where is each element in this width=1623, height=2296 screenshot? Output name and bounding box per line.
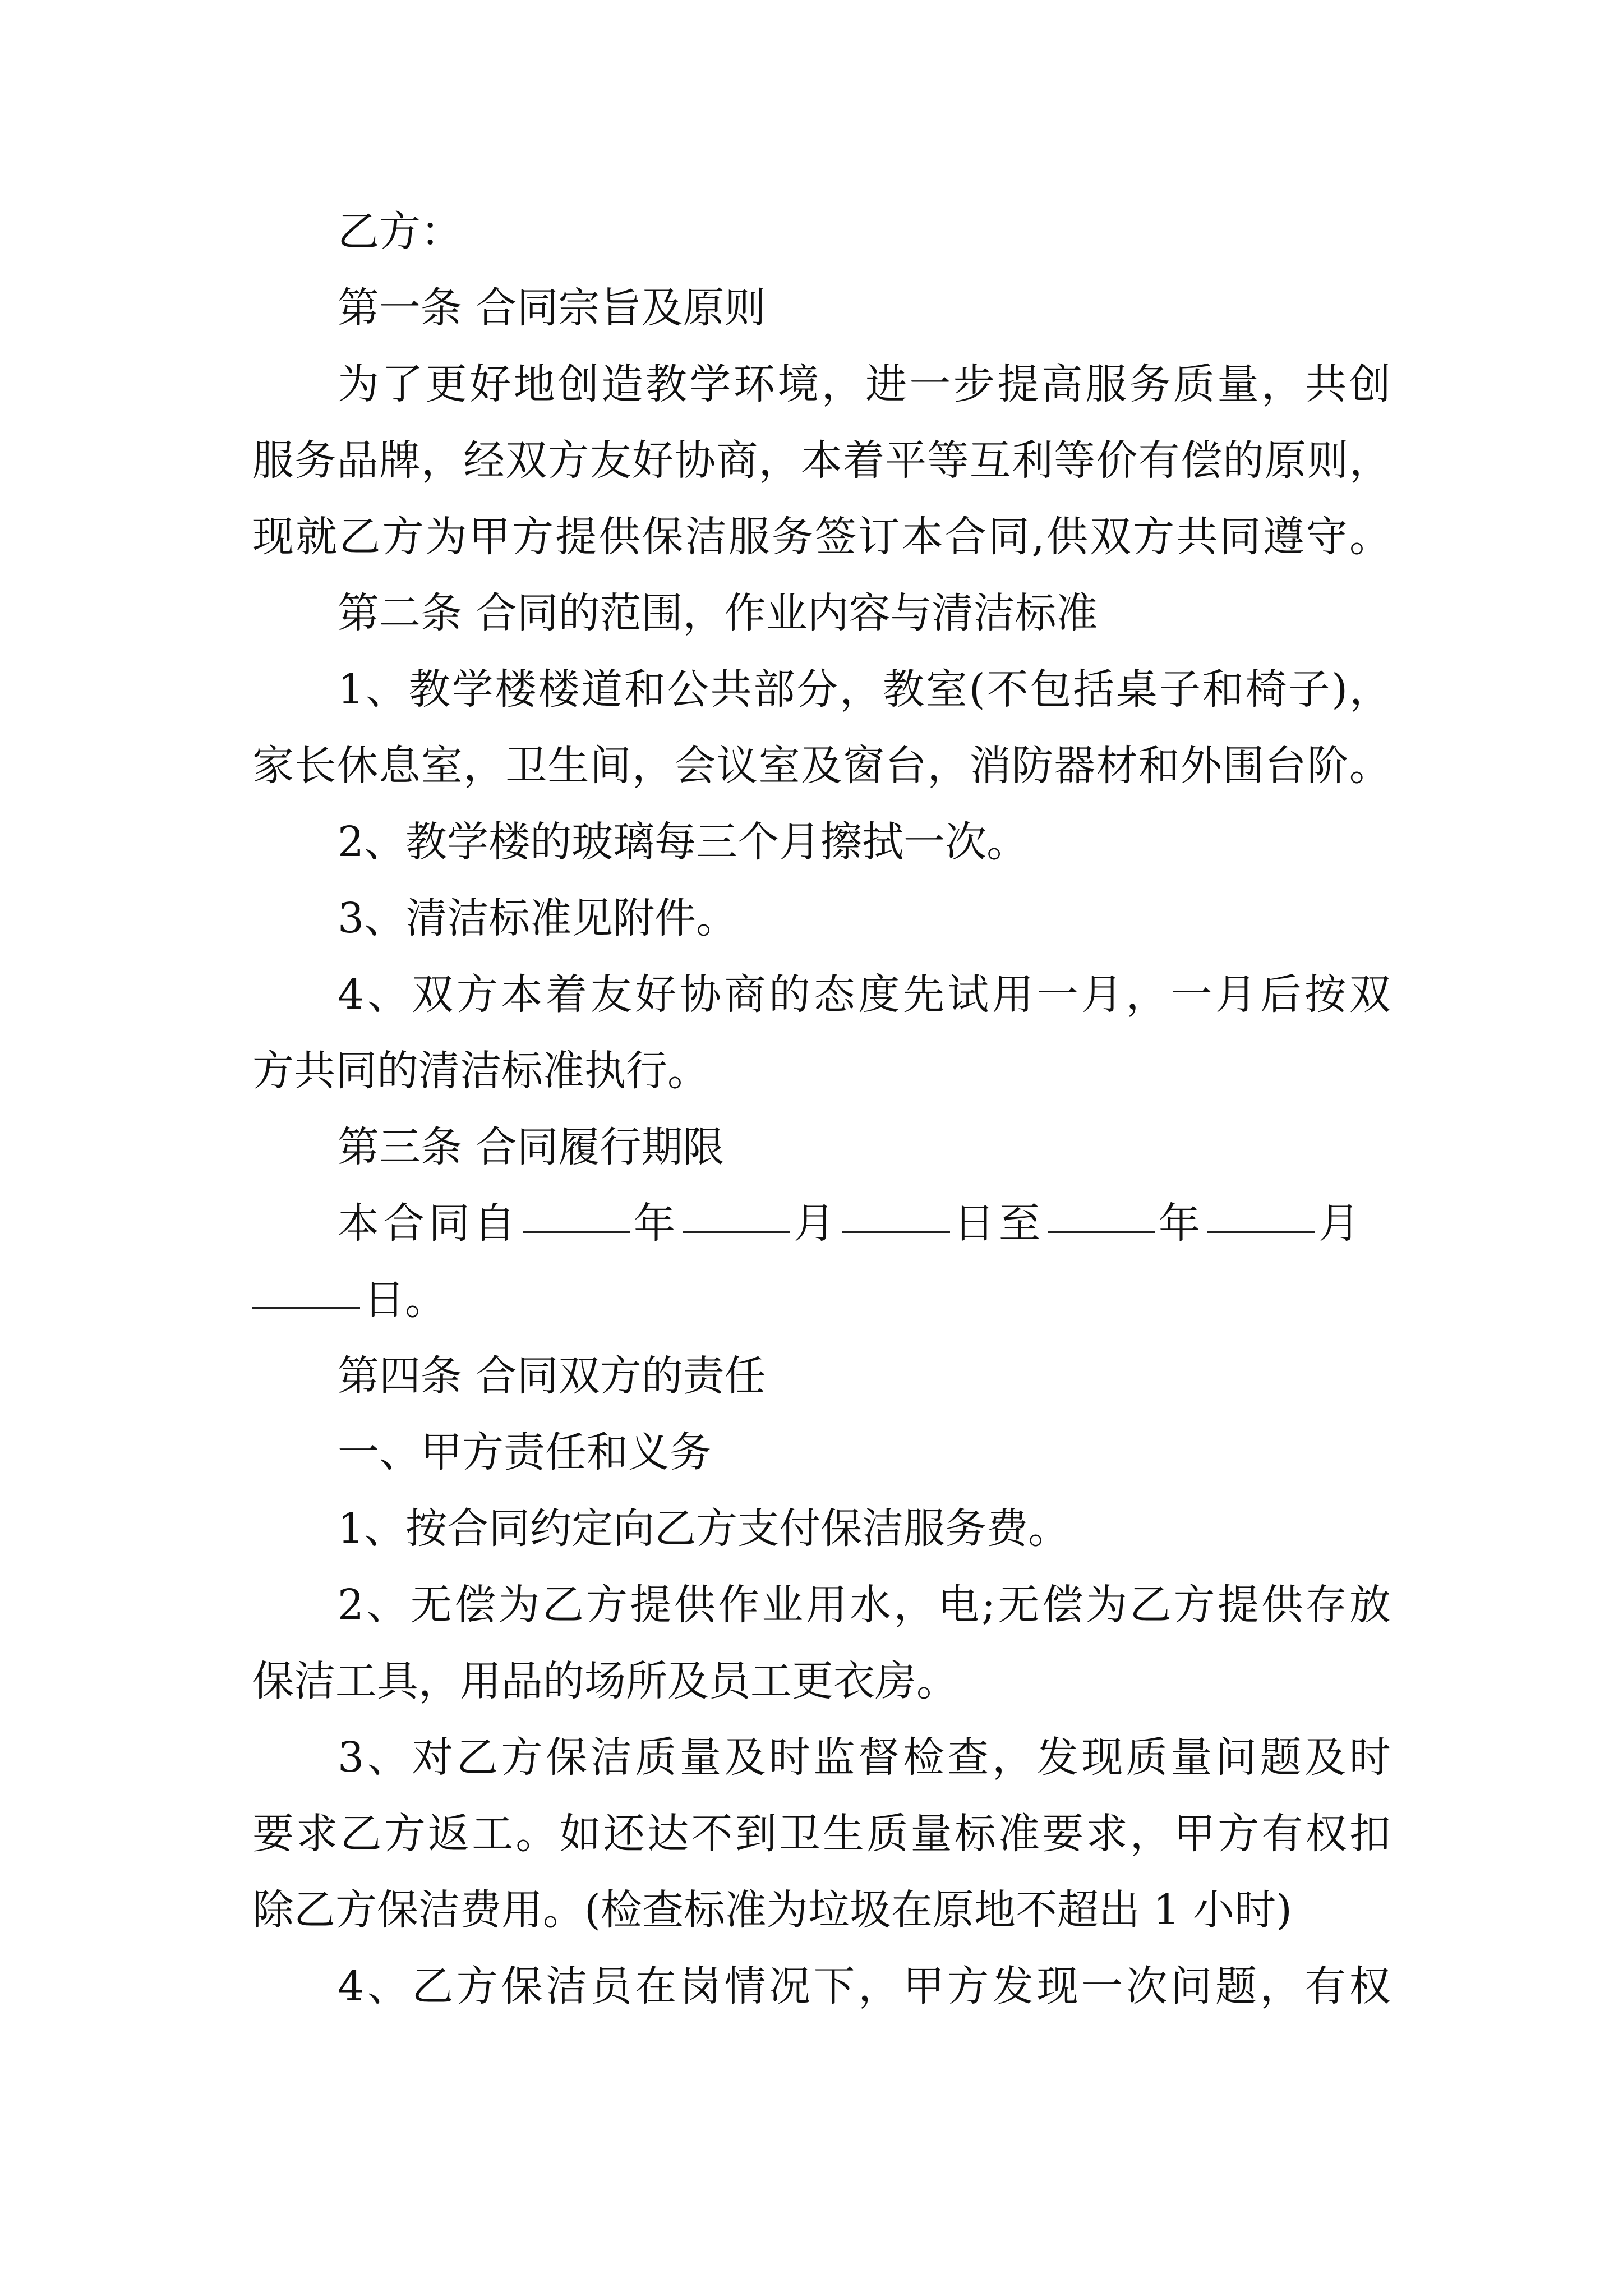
text-char: 月	[1215, 970, 1257, 1019]
text-char: 3	[338, 1733, 365, 1782]
text-char: 阶	[1307, 742, 1349, 790]
text-char: 椅	[1245, 665, 1287, 714]
text-char: 在	[635, 1962, 677, 2010]
text-char: 偿	[1180, 436, 1222, 485]
text-char: 一	[1170, 970, 1212, 1019]
text-char: 洁	[685, 513, 727, 561]
text-char: 提	[555, 513, 597, 561]
text-char: 环	[733, 360, 775, 408]
text-char: ，	[1349, 665, 1391, 714]
text-char: 后	[1260, 970, 1302, 1019]
text-char: 为	[338, 360, 379, 408]
blank-field[interactable]	[1207, 1231, 1315, 1233]
text-char: ，	[758, 436, 800, 485]
text-char: 洁	[546, 1962, 588, 2010]
text-char: 包	[1030, 665, 1072, 714]
text-char: 下	[813, 1962, 855, 2010]
text-char: 乙	[412, 1962, 454, 2010]
text-char: 室	[758, 742, 800, 790]
text-char: 服	[1085, 360, 1127, 408]
text-block-before	[252, 194, 1391, 1185]
text-char: 质	[1126, 1733, 1168, 1782]
text-line	[252, 499, 1391, 575]
text-char: 权	[1349, 1962, 1391, 2010]
text-char: 量	[679, 1733, 721, 1782]
text-char: ，	[992, 1733, 1034, 1782]
term-year-2: 年	[1159, 1199, 1204, 1248]
text-char: 及	[1304, 1733, 1347, 1782]
blank-field[interactable]	[523, 1231, 630, 1233]
text-char: ，	[1261, 360, 1303, 408]
text-char: 协	[674, 436, 716, 485]
text-char: 准	[998, 1810, 1040, 1858]
text-char: 权	[1305, 1810, 1347, 1858]
text-char: 共	[1176, 513, 1218, 561]
text-char: 乙	[340, 1810, 382, 1858]
text-char: 子	[1159, 665, 1201, 714]
text-char: 2	[338, 1581, 365, 1629]
text-line: 第四条 合同双方的责任	[338, 1352, 766, 1400]
text-char: 一	[909, 360, 951, 408]
text-char: (	[969, 665, 985, 714]
text-line: 保洁工具，用品的场所及员工更衣房。	[252, 1657, 958, 1705]
text-char: 更	[425, 360, 467, 408]
text-char: 时	[1349, 1733, 1391, 1782]
text-char: 乙	[339, 513, 381, 561]
text-char: 保	[642, 513, 684, 561]
text-block-after	[252, 1338, 1391, 2024]
text-char: 会	[674, 742, 716, 790]
text-char: 方	[456, 1962, 498, 2010]
text-char: 对	[412, 1733, 454, 1782]
text-char: 方	[947, 1962, 989, 2010]
text-char: 有	[1304, 1962, 1347, 2010]
blank-field[interactable]	[1048, 1231, 1155, 1233]
text-char: 有	[1138, 436, 1180, 485]
text-char: 一	[1081, 1962, 1123, 2010]
text-line: 第三条 合同履行期限	[338, 1123, 725, 1171]
text-char: 好	[631, 436, 674, 485]
text-char: 供	[1046, 513, 1088, 561]
text-char: ;	[981, 1581, 995, 1629]
text-char: 好	[469, 360, 511, 408]
text-char: 器	[1054, 742, 1096, 790]
text-char: 现	[1036, 1962, 1078, 2010]
text-char: 方	[456, 970, 498, 1019]
term-year-1: 年	[634, 1199, 679, 1248]
text-char: 合	[944, 513, 986, 561]
text-char: 方	[586, 1581, 628, 1629]
text-char: 的	[769, 970, 811, 1019]
text-char: )	[1331, 665, 1348, 714]
text-char: 度	[858, 970, 900, 1019]
text-char: 。	[515, 1810, 557, 1858]
text-char: 、	[367, 1962, 409, 2010]
text-char: ，	[858, 1962, 900, 2010]
text-char: 。	[1349, 513, 1391, 561]
text-char: 双	[412, 970, 454, 1019]
text-char: 室	[925, 665, 967, 714]
text-char: 、	[367, 970, 409, 1019]
text-char: 供	[674, 1581, 716, 1629]
text-char: 和	[624, 665, 666, 714]
text-char: 教	[408, 665, 450, 714]
text-char: 订	[858, 513, 900, 561]
text-char: 态	[813, 970, 855, 1019]
text-char: 同	[988, 513, 1030, 561]
text-char: 外	[1180, 742, 1222, 790]
text-line	[252, 651, 1391, 728]
text-char: 洁	[590, 1733, 632, 1782]
text-char: 乙	[1129, 1581, 1172, 1629]
term-day-to: 日至	[953, 1199, 1044, 1248]
text-char: 方	[512, 513, 554, 561]
text-char: 无	[998, 1581, 1040, 1629]
text-char: 监	[813, 1733, 855, 1782]
text-char: 道	[581, 665, 623, 714]
text-char: 平	[885, 436, 927, 485]
text-char: 教	[883, 665, 925, 714]
text-char: 地	[513, 360, 555, 408]
text-char: 家	[252, 742, 294, 790]
text-char: 着	[546, 970, 588, 1019]
text-char: 质	[866, 1810, 909, 1858]
text-char: 生	[823, 1810, 865, 1858]
text-char: 原	[1265, 436, 1307, 485]
text-char: 标	[954, 1810, 996, 1858]
text-char: 室	[421, 742, 463, 790]
text-line	[252, 956, 1391, 1033]
text-char: ，	[421, 436, 463, 485]
text-char: 等	[1054, 436, 1096, 485]
text-char: 则	[1307, 436, 1349, 485]
text-char: 本	[800, 436, 842, 485]
text-char: 及	[724, 1733, 766, 1782]
text-line: 3、清洁标准见附件。	[338, 894, 738, 942]
text-char: 友	[590, 970, 632, 1019]
text-char: 达	[647, 1810, 689, 1858]
text-char: 围	[1223, 742, 1265, 790]
text-char: 好	[635, 970, 677, 1019]
text-line: 第一条 合同宗旨及原则	[338, 284, 766, 332]
text-char: 议	[716, 742, 758, 790]
text-char: 息	[379, 742, 421, 790]
text-char: 协	[679, 970, 721, 1019]
text-char: 供	[1261, 1581, 1303, 1629]
text-char: 窗	[843, 742, 885, 790]
text-char: ，	[1129, 1810, 1172, 1858]
text-char: ，	[1260, 1962, 1302, 2010]
text-char: 现	[252, 513, 294, 561]
text-char: 乙	[542, 1581, 584, 1629]
text-char: 员	[590, 1962, 632, 2010]
text-char: 作	[718, 1581, 760, 1629]
text-char: 量	[1170, 1733, 1212, 1782]
text-char: 休	[336, 742, 379, 790]
text-char: 双	[1089, 513, 1131, 561]
text-char: 现	[1081, 1733, 1123, 1782]
text-char: 步	[953, 360, 995, 408]
text-char: 台	[885, 742, 927, 790]
text-line: 除乙方保洁费用。(检查标准为垃圾在原地不超出 1 小时)	[252, 1886, 1292, 1934]
text-char: 无	[410, 1581, 452, 1629]
text-char: 等	[927, 436, 969, 485]
text-char: 偿	[454, 1581, 496, 1629]
text-line: 乙方：	[338, 208, 462, 256]
text-char: ，	[631, 742, 674, 790]
text-char: 情	[724, 1962, 766, 2010]
text-char: 保	[546, 1733, 588, 1782]
text-char: ，	[1126, 970, 1168, 1019]
text-char: 题	[1260, 1733, 1302, 1782]
text-char: 价	[1096, 436, 1138, 485]
text-char: 质	[635, 1733, 677, 1782]
text-char: 不	[691, 1810, 733, 1858]
text-char: 求	[1086, 1810, 1128, 1858]
text-char: 双	[1349, 970, 1391, 1019]
text-char: 分	[796, 665, 838, 714]
text-char: 服	[252, 436, 294, 485]
text-char: 一	[1036, 970, 1078, 1019]
text-char: 就	[296, 513, 338, 561]
text-char: 造	[601, 360, 643, 408]
text-char: 先	[902, 970, 944, 1019]
text-char: 方	[1218, 1810, 1260, 1858]
text-char: 水	[850, 1581, 892, 1629]
text-char: 互	[969, 436, 1011, 485]
text-char: 品	[336, 436, 379, 485]
text-char: 扣	[1349, 1810, 1391, 1858]
text-char: 不	[986, 665, 1029, 714]
text-char: 经	[463, 436, 505, 485]
text-char: 商	[716, 436, 758, 485]
text-line: 1、按合同约定向乙方支付保洁服务费。	[338, 1504, 1070, 1553]
text-char: 和	[1202, 665, 1244, 714]
text-char: 1	[338, 665, 365, 714]
text-char: 卫	[505, 742, 547, 790]
text-char: 乙	[456, 1733, 498, 1782]
text-char: 长	[294, 742, 336, 790]
text-char: 题	[1215, 1962, 1257, 2010]
text-char: 双	[505, 436, 547, 485]
text-char: 、	[366, 1581, 408, 1629]
text-char: 甲	[468, 513, 510, 561]
text-line	[252, 1796, 1391, 1872]
text-char: 4	[338, 1962, 365, 2010]
text-char: 括	[1073, 665, 1115, 714]
text-char: 防	[1011, 742, 1053, 790]
text-char: 督	[858, 1733, 900, 1782]
blank-field[interactable]	[252, 1307, 360, 1309]
text-char: 供	[598, 513, 640, 561]
text-char: 提	[1217, 1581, 1259, 1629]
text-char: 方	[1133, 513, 1175, 561]
text-char: 用	[992, 970, 1034, 1019]
text-char: 发	[1036, 1733, 1078, 1782]
text-char: 发	[992, 1962, 1034, 2010]
blank-field[interactable]	[683, 1231, 790, 1233]
text-char: 。	[1349, 742, 1391, 790]
text-char: 务	[772, 513, 814, 561]
text-char: 偿	[1041, 1581, 1083, 1629]
text-char: 间	[589, 742, 631, 790]
text-line: 2、教学楼的玻璃每三个月擦拭一次。	[338, 818, 1029, 866]
text-line	[252, 346, 1391, 422]
text-char: ，	[1349, 436, 1391, 485]
text-char: 材	[1096, 742, 1138, 790]
text-char: 检	[902, 1733, 944, 1782]
text-char: 为	[498, 1581, 540, 1629]
text-char: 方	[384, 1810, 426, 1858]
text-char: 按	[1304, 970, 1347, 1019]
text-char: 务	[1129, 360, 1171, 408]
text-char: ，	[927, 742, 969, 790]
text-char: 利	[1011, 436, 1053, 485]
text-char: 有	[1261, 1810, 1303, 1858]
text-line: 第二条 合同的范围，作业内容与清洁标准	[338, 589, 1098, 637]
term-prefix: 本合同自	[338, 1199, 519, 1248]
text-char: 消	[969, 742, 1011, 790]
text-char: 量	[910, 1810, 952, 1858]
text-char: 教	[645, 360, 687, 408]
text-char: 问	[1215, 1733, 1257, 1782]
text-char: 为	[1085, 1581, 1127, 1629]
text-char: 要	[1042, 1810, 1084, 1858]
text-char: 要	[252, 1810, 294, 1858]
text-line	[252, 422, 1391, 499]
text-char: 试	[947, 970, 989, 1019]
text-char: ，	[840, 665, 882, 714]
text-char: 桌	[1116, 665, 1158, 714]
contract-term-line	[252, 1185, 1391, 1262]
text-char: 方	[501, 1733, 543, 1782]
text-line	[252, 1567, 1391, 1643]
text-char: 和	[1138, 742, 1180, 790]
text-char: 查	[947, 1733, 989, 1782]
term-month-1: 月	[794, 1199, 839, 1248]
text-line	[252, 1948, 1391, 2024]
text-char: 的	[1223, 436, 1265, 485]
text-char: ，	[463, 742, 505, 790]
text-char: 工	[472, 1810, 514, 1858]
text-char: 公	[667, 665, 709, 714]
text-char: 学	[451, 665, 494, 714]
text-char: 了	[381, 360, 423, 408]
text-line	[252, 1719, 1391, 1796]
term-end: 日。	[363, 1276, 446, 1324]
blank-field[interactable]	[842, 1231, 950, 1233]
text-char: 楼	[538, 665, 580, 714]
text-char: 部	[753, 665, 795, 714]
text-char: 友	[589, 436, 631, 485]
text-char: 为	[425, 513, 467, 561]
text-char: 及	[800, 742, 842, 790]
text-char: 况	[769, 1962, 811, 2010]
text-char: 签	[815, 513, 857, 561]
contract-term-end-line	[252, 1262, 1391, 1338]
text-char: 提	[997, 360, 1039, 408]
text-char: ，	[893, 1581, 935, 1629]
text-char: 同	[1219, 513, 1261, 561]
text-char: 楼	[495, 665, 537, 714]
text-line: 一、甲方责任和义务	[338, 1428, 711, 1476]
text-char: 时	[769, 1733, 811, 1782]
text-char: 还	[603, 1810, 645, 1858]
text-char: 问	[1170, 1962, 1212, 2010]
text-char: 方	[547, 436, 589, 485]
text-char: 甲	[902, 1962, 944, 2010]
text-char: 遵	[1262, 513, 1304, 561]
text-char: 月	[1081, 970, 1123, 1019]
text-char: 务	[294, 436, 336, 485]
text-char: 、	[367, 1733, 409, 1782]
text-char: 甲	[1173, 1810, 1215, 1858]
text-char: 牌	[379, 436, 421, 485]
text-char: 卫	[778, 1810, 820, 1858]
text-char: 创	[557, 360, 600, 408]
text-char: 共	[1305, 360, 1347, 408]
text-char: 电	[937, 1581, 979, 1629]
text-char: 着	[843, 436, 885, 485]
text-char: ,	[1031, 513, 1045, 561]
text-char: 方	[382, 513, 424, 561]
text-char: 岗	[679, 1962, 721, 2010]
text-line	[252, 728, 1391, 804]
text-char: 学	[689, 360, 731, 408]
text-char: 质	[1173, 360, 1215, 408]
text-char: ，	[821, 360, 863, 408]
text-char: 到	[735, 1810, 777, 1858]
contract-text	[252, 194, 1391, 2024]
text-char: 本	[901, 513, 943, 561]
text-char: 高	[1041, 360, 1083, 408]
text-char: 业	[762, 1581, 804, 1629]
text-char: 共	[710, 665, 752, 714]
text-char: 方	[1173, 1581, 1215, 1629]
text-char: 、	[365, 665, 407, 714]
text-char: 保	[501, 1962, 543, 2010]
text-char: 用	[805, 1581, 847, 1629]
term-month-2: 月	[1318, 1199, 1364, 1248]
text-char: 子	[1288, 665, 1330, 714]
text-char: 次	[1126, 1962, 1168, 2010]
text-char: 服	[728, 513, 770, 561]
text-char: 量	[1217, 360, 1259, 408]
text-char: 台	[1265, 742, 1307, 790]
text-char: 进	[865, 360, 907, 408]
text-char: 存	[1305, 1581, 1347, 1629]
text-char: 求	[296, 1810, 338, 1858]
text-char: 守	[1306, 513, 1348, 561]
text-char: 生	[547, 742, 589, 790]
text-char: 本	[501, 970, 543, 1019]
text-char: 4	[338, 970, 365, 1019]
text-char: 提	[630, 1581, 672, 1629]
text-char: 创	[1349, 360, 1391, 408]
text-char: 境	[777, 360, 819, 408]
text-char: 返	[427, 1810, 469, 1858]
text-char: 商	[724, 970, 766, 1019]
text-char: 如	[559, 1810, 601, 1858]
text-char: 放	[1349, 1581, 1391, 1629]
text-line: 方共同的清洁标准执行。	[252, 1047, 709, 1095]
